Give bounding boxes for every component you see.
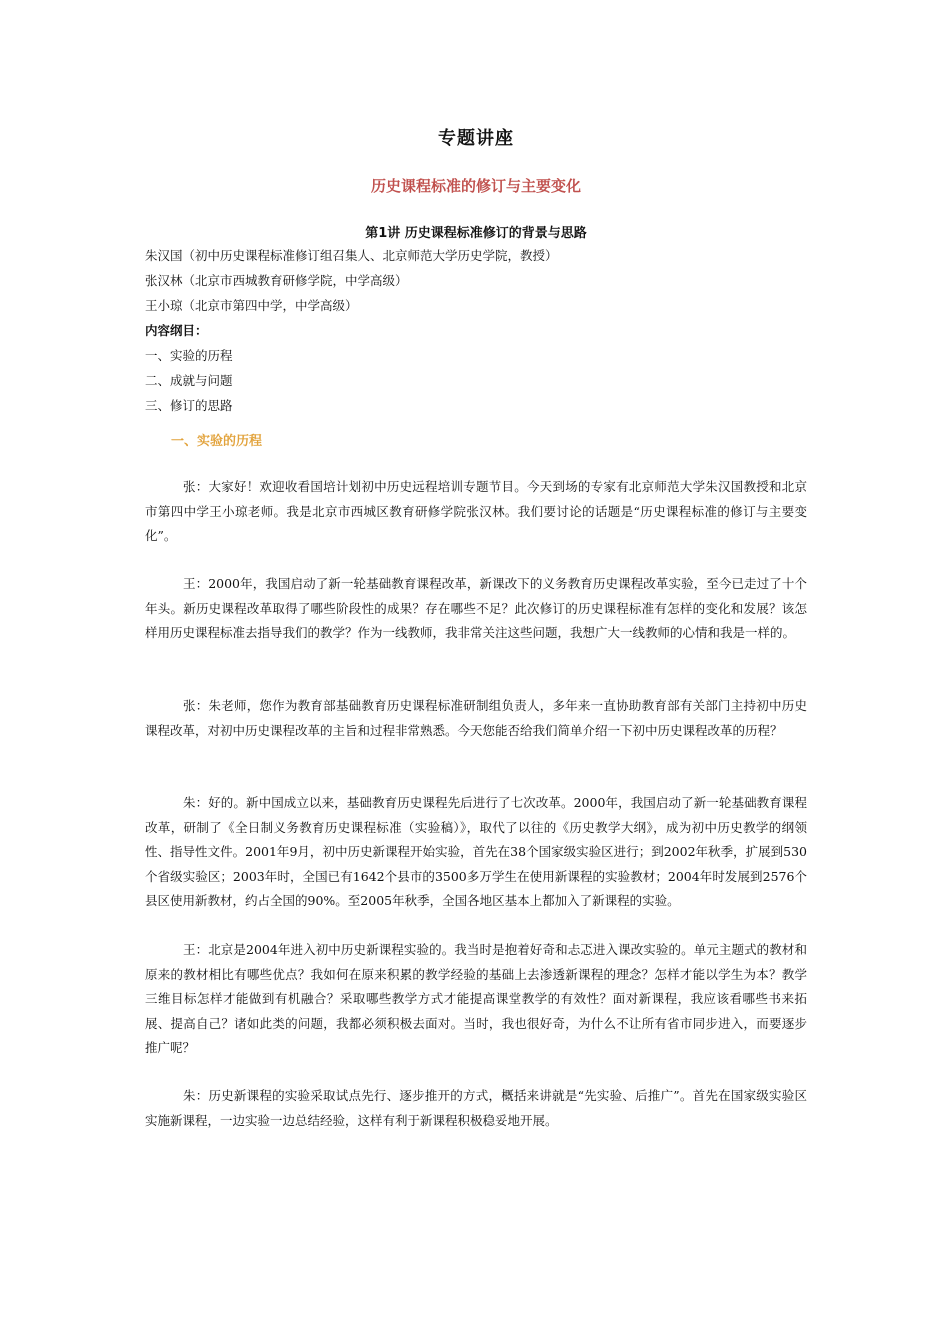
dialogue-paragraph: 朱：好的。新中国成立以来，基础教育历史课程先后进行了七次改革。2000年，我国启动了新一轮基础教育课程改革，研制了《全日制义务教育历史课程标准（实验稿）》，取代了以往的《历史教学大纲》，成为初中历史教学的纲领性、指导性文件。2001年9月，初中历史新课程开始实验，首先在38个国家级实验区进行；到2002年秋季，扩展到530个省级实验区；2003年时，全国已有1642个县市的3500多万学生在使用新课程的实验教材；2004年时发展到2576个县区使用新教材，约占全国的90%。至2005年秋季，全国各地区基本上都加入了新课程的实验。 (145, 795, 807, 908)
dialogue-paragraph: 王：2000年，我国启动了新一轮基础教育课程改革，新课改下的义务教育历史课程改革实验，至今已走过了十个年头。新历史课程改革取得了哪些阶段性的成果？存在哪些不足？此次修订的历史课程标准有怎样的变化和发展？该怎样用历史课程标准去指导我们的教学？作为一线教师，我非常关注这些问题，我想广大一线教师的心情和我是一样的。 (145, 576, 807, 640)
outline-item: 一、实验的历程 (145, 348, 233, 363)
speaker-line: 王小琼（北京市第四中学，中学高级） (145, 298, 358, 313)
page-subtitle: 历史课程标准的修订与主要变化 (370, 177, 581, 195)
section-heading: 一、实验的历程 (171, 434, 263, 449)
dialogue-paragraph: 朱：历史新课程的实验采取试点先行、逐步推开的方式，概括来讲就是“先实验、后推广”。首先在国家级实验区实施新课程，一边实验一边总结经验，这样有利于新课程积极稳妥地开展。 (145, 1088, 807, 1128)
speaker-line: 张汉林（北京市西城教育研修学院，中学高级） (145, 273, 408, 288)
speaker-line: 朱汉国（初中历史课程标准修订组召集人、北京师范大学历史学院，教授） (145, 248, 558, 263)
page-title: 专题讲座 (438, 128, 514, 149)
dialogue-paragraph: 张：朱老师，您作为教育部基础教育历史课程标准研制组负责人，多年来一直协助教育部有关部门主持初中历史课程改革，对初中历史课程改革的主旨和过程非常熟悉。今天您能否给我们简单介绍一下初中历史课程改革的历程？ (145, 698, 807, 738)
outline-item: 二、成就与问题 (145, 373, 233, 388)
dialogue-paragraph: 张：大家好！欢迎收看国培计划初中历史远程培训专题节目。今天到场的专家有北京师范大学朱汉国教授和北京市第四中学王小琼老师。我是北京市西城区教育研修学院张汉林。我们要讨论的话题是“历史课程标准的修订与主要变化”。 (145, 479, 807, 543)
outline-heading: 内容纲目： (145, 323, 208, 338)
dialogue-paragraph: 王：北京是2004年进入初中历史新课程实验的。我当时是抱着好奇和忐忑进入课改实验的。单元主题式的教材和原来的教材相比有哪些优点？我如何在原来积累的教学经验的基础上去渗透新课程的理念？怎样才能以学生为本？教学三维目标怎样才能做到有机融合？采取哪些教学方式才能提高课堂教学的有效性？面对新课程，我应该看哪些书来拓展、提高自己？诸如此类的问题，我都必须积极去面对。当时，我也很好奇，为什么不让所有省市同步进入，而要逐步推广呢？ (145, 942, 807, 1055)
outline-item: 三、修订的思路 (145, 398, 233, 413)
lecture-title: 第1讲 历史课程标准修订的背景与思路 (365, 226, 587, 241)
